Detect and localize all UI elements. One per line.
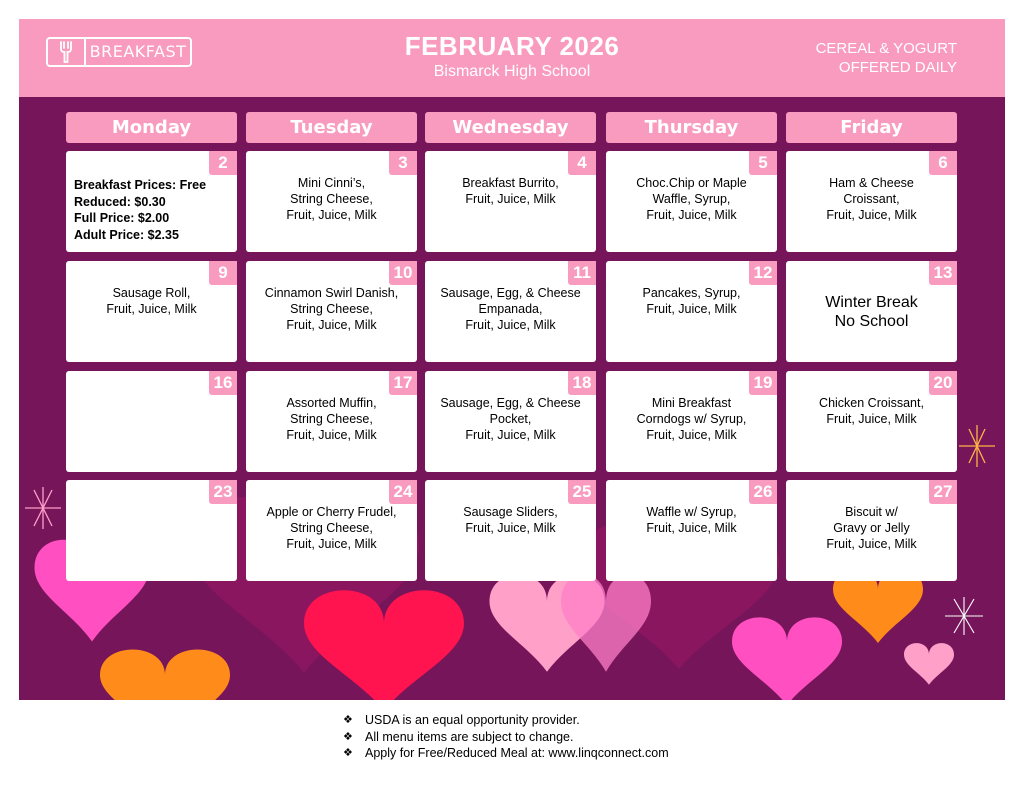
date-number: 17 — [389, 371, 417, 395]
day-cell — [786, 261, 957, 362]
heart-icon — [904, 643, 954, 685]
day-cell — [66, 480, 237, 581]
badge-label: BREAKFAST — [84, 39, 190, 65]
heart-icon — [100, 650, 230, 701]
day-cell — [246, 371, 417, 472]
footer-note-text: USDA is an equal opportunity provider. — [365, 713, 580, 727]
footer-note — [343, 712, 669, 729]
footer-note-text: All menu items are subject to change. — [365, 729, 574, 744]
menu-text: Choc.Chip or Maple Waffle, Syrup, Fruit, Juice, Milk — [636, 176, 747, 222]
menu-text: Mini Breakfast Corndogs w/ Syrup, Fruit, Juice, Milk — [636, 396, 747, 442]
footer-note — [343, 729, 669, 746]
day-cell — [606, 371, 777, 472]
day-cell — [246, 151, 417, 252]
menu-text: Sausage, Egg, & Cheese Pocket, Fruit, Juice, Milk — [440, 396, 581, 442]
date-number: 18 — [568, 371, 596, 395]
day-header-thursday: Thursday — [606, 112, 777, 143]
sparkle-icon — [25, 487, 61, 529]
menu-text: Cinnamon Swirl Danish, String Cheese, Fruit, Juice, Milk — [264, 286, 399, 332]
day-cell — [786, 480, 957, 581]
day-cell — [425, 151, 596, 252]
menu-text: Breakfast Prices: Free Reduced: $0.30 Full Price: $2.00 Adult Price: $2.35 — [74, 178, 207, 242]
day-header-monday: Monday — [66, 112, 237, 143]
page-title: FEBRUARY 2026 — [404, 31, 620, 61]
breakfast-badge — [46, 37, 192, 67]
date-number: 10 — [389, 261, 417, 285]
day-header-tuesday: Tuesday — [246, 112, 417, 143]
date-number: 19 — [749, 371, 777, 395]
day-cell — [606, 261, 777, 362]
school-name: Bismarck High School — [433, 63, 591, 80]
day-cell — [66, 261, 237, 362]
date-number: 2 — [209, 151, 237, 175]
date-number: 12 — [749, 261, 777, 285]
date-number: 11 — [568, 261, 596, 285]
day-cell — [425, 261, 596, 362]
menu-text: Breakfast Burrito, Fruit, Juice, Milk — [462, 176, 559, 206]
menu-text: Sausage Roll, Fruit, Juice, Milk — [106, 286, 197, 316]
day-cell — [246, 480, 417, 581]
day-cell — [66, 151, 237, 252]
menu-text: Biscuit w/ Gravy or Jelly Fruit, Juice, Milk — [826, 505, 917, 551]
day-cell — [606, 151, 777, 252]
day-cell — [786, 151, 957, 252]
menu-text: Winter Break No School — [825, 294, 918, 330]
diamond-bullet-icon: ❖ — [343, 729, 353, 743]
date-number: 24 — [389, 480, 417, 504]
menu-text: Apple or Cherry Frudel, String Cheese, Fruit, Juice, Milk — [266, 505, 397, 551]
date-number: 27 — [929, 480, 957, 504]
date-number: 23 — [209, 480, 237, 504]
day-cell — [425, 480, 596, 581]
daily-offer-note — [816, 39, 957, 77]
sparkle-icon — [959, 425, 995, 467]
date-number: 16 — [209, 371, 237, 395]
day-cell — [606, 480, 777, 581]
date-number: 4 — [568, 151, 596, 175]
menu-text: Assorted Muffin, String Cheese, Fruit, Juice, Milk — [286, 396, 377, 442]
footer-notes — [343, 712, 669, 762]
date-number: 13 — [929, 261, 957, 285]
menu-text: Waffle w/ Syrup, Fruit, Juice, Milk — [646, 505, 737, 535]
day-header-friday: Friday — [786, 112, 957, 143]
date-number: 25 — [568, 480, 596, 504]
footer-note-text: Apply for Free/Reduced Meal at: www.linqconnect.com — [365, 746, 669, 760]
date-number: 6 — [929, 151, 957, 175]
menu-text: Ham & Cheese Croissant, Fruit, Juice, Milk — [826, 176, 917, 222]
diamond-bullet-icon: ❖ — [343, 746, 353, 759]
day-cell — [246, 261, 417, 362]
header-banner — [19, 19, 1005, 97]
daily-offer-line: OFFERED DAILY — [838, 59, 957, 76]
date-number: 20 — [929, 371, 957, 395]
menu-text: Mini Cinni’s, String Cheese, Fruit, Juice, Milk — [286, 176, 377, 222]
heart-icon — [304, 590, 464, 700]
diamond-bullet-icon: ❖ — [343, 713, 353, 726]
menu-text: Sausage Sliders, Fruit, Juice, Milk — [463, 505, 558, 535]
heart-icon — [732, 617, 842, 700]
daily-offer-line: CEREAL & YOGURT — [815, 40, 957, 57]
day-cell — [786, 371, 957, 472]
menu-text: Sausage, Egg, & Cheese Empanada, Fruit, Juice, Milk — [440, 286, 581, 332]
day-header-wednesday: Wednesday — [425, 112, 596, 143]
menu-text: Chicken Croissant, Fruit, Juice, Milk — [819, 396, 924, 426]
footer-note — [343, 745, 669, 762]
day-cell — [425, 371, 596, 472]
date-number: 3 — [389, 151, 417, 175]
date-number: 5 — [749, 151, 777, 175]
date-number: 26 — [749, 480, 777, 504]
fork-icon — [48, 39, 84, 65]
day-cell — [66, 371, 237, 472]
sparkle-icon — [945, 597, 983, 635]
menu-text: Pancakes, Syrup, Fruit, Juice, Milk — [642, 286, 741, 316]
date-number: 9 — [209, 261, 237, 285]
calendar-board — [19, 97, 1005, 700]
